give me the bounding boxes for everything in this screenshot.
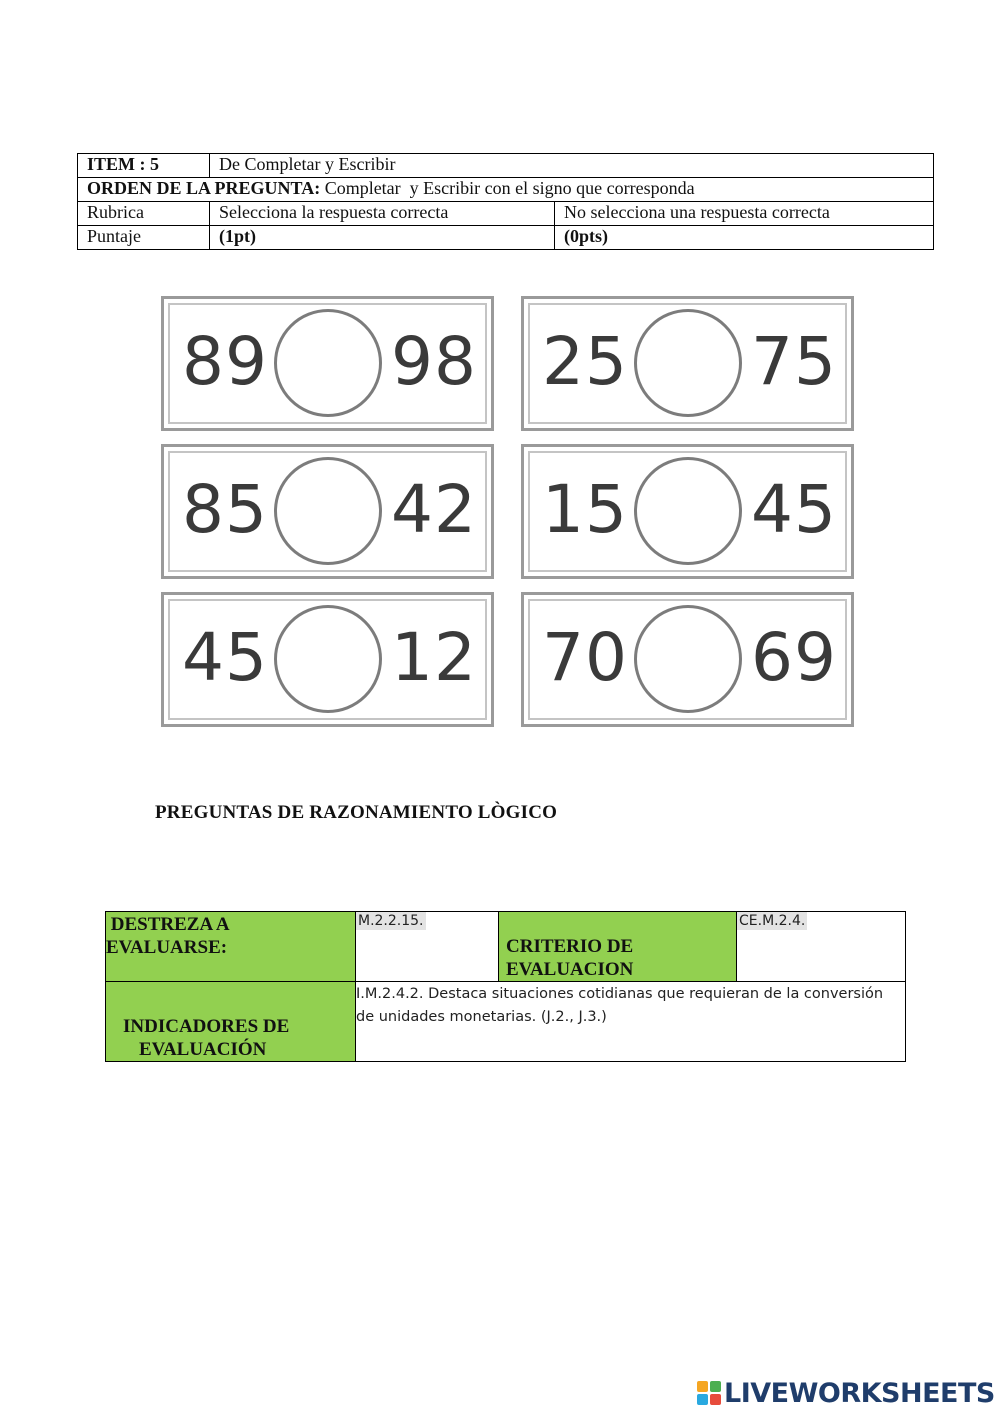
- comparison-box: [161, 444, 494, 579]
- evaluation-row-2: [106, 982, 906, 1062]
- section-heading: PREGUNTAS DE RAZONAMIENTO LÒGICO: [155, 802, 558, 823]
- left-number: 70: [542, 619, 628, 696]
- liveworksheets-logo-text: LIVEWORKSHEETS: [724, 1377, 995, 1409]
- score-correct: (1pt): [210, 226, 555, 250]
- destreza-label-line1: DESTREZA A: [106, 914, 230, 935]
- indicadores-label-line2: EVALUACIÓN: [139, 1039, 267, 1060]
- indicadores-label-cell: [106, 982, 356, 1062]
- rubric-correct: Selecciona la respuesta correcta: [210, 202, 555, 226]
- answer-circle[interactable]: [634, 605, 742, 713]
- destreza-label-line2: EVALUARSE:: [106, 937, 228, 958]
- answer-circle[interactable]: [274, 605, 382, 713]
- liveworksheets-logo-icon: [697, 1381, 721, 1405]
- right-number: 98: [391, 323, 477, 400]
- rubric-row: [78, 202, 934, 226]
- order-label: ORDEN DE LA PREGUNTA:: [87, 178, 321, 198]
- answer-circle[interactable]: [274, 457, 382, 565]
- score-row: [78, 226, 934, 250]
- comparison-box: [521, 444, 854, 579]
- comparison-grid: [157, 292, 862, 732]
- item-type: De Completar y Escribir: [210, 154, 934, 178]
- indicador-text-cell: [356, 982, 906, 1062]
- criterio-code-cell: [737, 912, 906, 982]
- score-label: Puntaje: [78, 226, 210, 250]
- indicador-text: I.M.2.4.2. Destaca situaciones cotidianas que requieran de la conversión de unidades monetarias. (J.2., J.3.): [356, 986, 884, 1025]
- comparison-box: [521, 296, 854, 431]
- destreza-code-cell: [356, 912, 499, 982]
- score-incorrect: (0pts): [555, 226, 934, 250]
- comparison-box: [161, 592, 494, 727]
- item-label: ITEM : 5: [78, 154, 210, 178]
- rubric-incorrect: No selecciona una respuesta correcta: [555, 202, 934, 226]
- item-table: [77, 153, 934, 250]
- order-cell: [78, 178, 934, 202]
- destreza-label-cell: [106, 912, 356, 982]
- left-number: 15: [542, 471, 628, 548]
- liveworksheets-logo: [697, 1378, 995, 1408]
- left-number: 45: [182, 619, 268, 696]
- left-number: 89: [182, 323, 268, 400]
- criterio-label-cell: [499, 912, 737, 982]
- answer-circle[interactable]: [634, 309, 742, 417]
- order-row: [78, 178, 934, 202]
- indicadores-label-line1: INDICADORES DE: [123, 1016, 290, 1037]
- order-text: Completar y Escribir con el signo que corresponda: [320, 178, 695, 198]
- right-number: 12: [391, 619, 477, 696]
- right-number: 42: [391, 471, 477, 548]
- right-number: 75: [751, 323, 837, 400]
- evaluation-table: [105, 911, 906, 1062]
- comparison-box: [161, 296, 494, 431]
- criterio-code: CE.M.2.4.: [739, 913, 806, 929]
- answer-circle[interactable]: [634, 457, 742, 565]
- criterio-label-line2: EVALUACION: [506, 959, 634, 980]
- left-number: 25: [542, 323, 628, 400]
- left-number: 85: [182, 471, 268, 548]
- rubric-label: Rubrica: [78, 202, 210, 226]
- evaluation-row-1: [106, 912, 906, 982]
- criterio-label-line1: CRITERIO DE: [506, 936, 634, 957]
- item-row: [78, 154, 934, 178]
- right-number: 69: [751, 619, 837, 696]
- answer-circle[interactable]: [274, 309, 382, 417]
- comparison-box: [521, 592, 854, 727]
- destreza-code: M.2.2.15.: [358, 913, 424, 929]
- right-number: 45: [751, 471, 837, 548]
